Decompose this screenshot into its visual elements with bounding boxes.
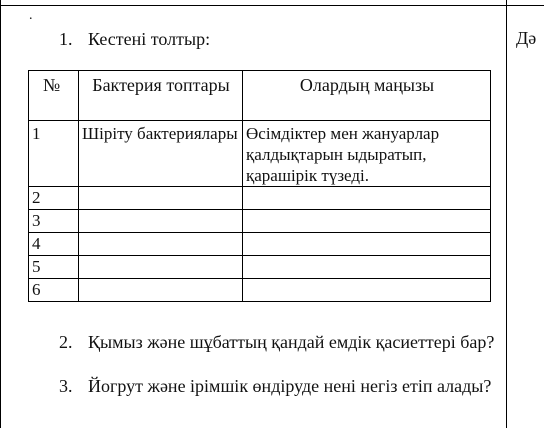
cell-number: 2 [29, 187, 79, 210]
cell-group[interactable] [79, 210, 243, 233]
table-row [29, 187, 491, 210]
task-1-number: 1. [59, 29, 73, 49]
table-header-row [29, 71, 491, 121]
cell-meaning: Өсімдіктер мен жануарлар қалдықтарын ыдыратып, қарашірік түзеді. [243, 121, 491, 187]
adjacent-column-text: Дә [516, 28, 537, 48]
task-3-text: Йогрут және ірімшік өндіруде нені негіз етіп алады? [88, 376, 492, 396]
task-2-number: 2. [59, 332, 73, 352]
task-1 [59, 28, 479, 50]
cell-meaning[interactable] [243, 256, 491, 279]
task-3 [59, 375, 529, 419]
table-row [29, 279, 491, 302]
cell-meaning[interactable] [243, 279, 491, 302]
cell-meaning[interactable] [243, 210, 491, 233]
header-bullet: . [29, 8, 33, 23]
cell-group[interactable] [79, 256, 243, 279]
task-2-text: Қымыз және шұбаттың қандай емдік қасиеттері бар? [88, 332, 495, 352]
page-top-border [0, 5, 544, 6]
task-2 [59, 331, 529, 375]
cell-meaning[interactable] [243, 233, 491, 256]
page-left-border [0, 0, 1, 428]
cell-number: 4 [29, 233, 79, 256]
task-1-text: Кестені толтыр: [88, 29, 211, 49]
cell-group: Шіріту бактериялары [79, 121, 243, 187]
cell-number: 5 [29, 256, 79, 279]
header-number: № [29, 71, 79, 121]
cell-meaning[interactable] [243, 187, 491, 210]
cell-number: 1 [29, 121, 79, 187]
table-row [29, 256, 491, 279]
cell-group[interactable] [79, 187, 243, 210]
cell-number: 6 [29, 279, 79, 302]
header-bacteria-group: Бактерия топтары [79, 71, 243, 121]
cell-number: 3 [29, 210, 79, 233]
cell-group[interactable] [79, 279, 243, 302]
table-row [29, 210, 491, 233]
table-row [29, 121, 491, 187]
bacteria-table [28, 70, 491, 302]
table-row [29, 233, 491, 256]
header-significance: Олардың маңызы [243, 71, 491, 121]
cell-group[interactable] [79, 233, 243, 256]
task-3-number: 3. [59, 376, 73, 396]
